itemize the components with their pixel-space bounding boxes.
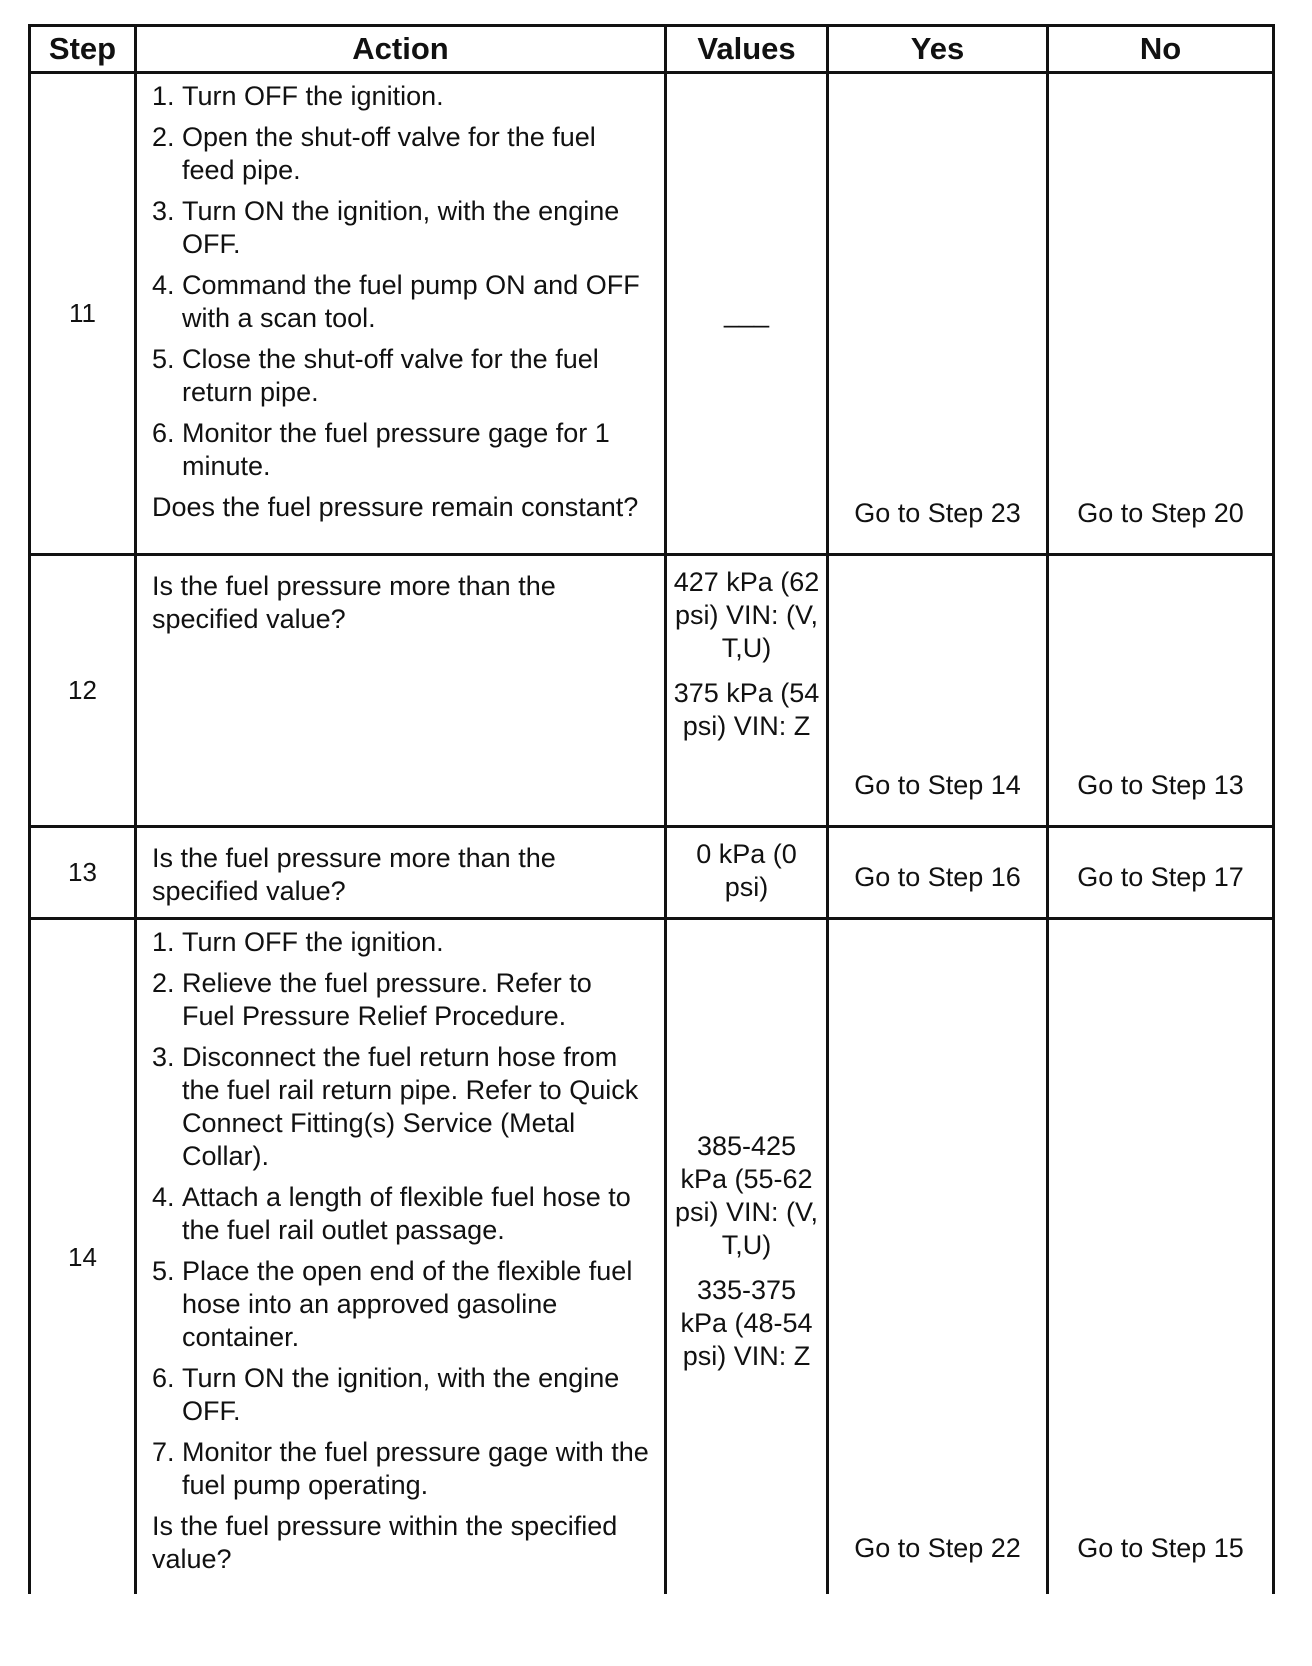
action-item <box>152 1255 650 1354</box>
header-no: No <box>1048 26 1274 73</box>
yes-link[interactable]: Go to Step 22 <box>854 1533 1021 1563</box>
action-cell <box>136 73 666 555</box>
step-number: 14 <box>30 919 136 1595</box>
yes-link[interactable]: Go to Step 23 <box>854 498 1021 528</box>
value-text: 0 kPa (0 psi) <box>696 839 797 902</box>
action-item <box>152 926 650 959</box>
item-text: Disconnect the fuel return hose from the fuel rail return pipe. Refer to Quick Connect Fitting(s) Service (Metal Collar). <box>182 1042 639 1171</box>
action-item <box>152 269 650 335</box>
yes-cell <box>828 73 1048 555</box>
action-item <box>152 1181 650 1247</box>
values-cell <box>666 919 828 1595</box>
item-number: 3. <box>152 1042 175 1072</box>
item-text: Command the fuel pump ON and OFF with a scan tool. <box>182 270 640 333</box>
step-number: 11 <box>30 73 136 555</box>
table-row <box>30 73 1274 555</box>
item-text: Turn ON the ignition, with the engine OFF. <box>182 196 620 259</box>
header-row <box>30 26 1274 73</box>
item-number: 5. <box>152 1256 175 1286</box>
value-text: 385-425 kPa (55-62 psi) VIN: (V, T,U) <box>674 1130 819 1260</box>
item-number: 2. <box>152 122 175 152</box>
header-step: Step <box>30 26 136 73</box>
action-item <box>152 121 650 187</box>
value-text: 335-375 kPa (48-54 psi) VIN: Z <box>680 1274 813 1371</box>
action-item <box>152 80 650 113</box>
value-text: ___ <box>723 298 770 328</box>
action-question: Is the fuel pressure within the specified value? <box>152 1511 618 1574</box>
action-cell <box>136 827 666 919</box>
values-cell <box>666 555 828 827</box>
item-number: 1. <box>152 927 175 957</box>
step-number: 13 <box>30 827 136 919</box>
item-number: 5. <box>152 344 175 374</box>
header-yes: Yes <box>828 26 1048 73</box>
no-cell <box>1048 555 1274 827</box>
no-cell <box>1048 919 1274 1595</box>
step-number: 12 <box>30 555 136 827</box>
table-row <box>30 555 1274 827</box>
diagnostic-table <box>28 24 1275 1594</box>
item-text: Attach a length of flexible fuel hose to the fuel rail outlet passage. <box>182 1182 631 1245</box>
action-item <box>152 1436 650 1502</box>
item-number: 1. <box>152 81 175 111</box>
table-row <box>30 919 1274 1595</box>
action-question: Is the fuel pressure more than the specified value? <box>152 843 556 906</box>
values-cell <box>666 827 828 919</box>
value-text: 375 kPa (54 psi) VIN: Z <box>673 678 820 741</box>
action-question: Does the fuel pressure remain constant? <box>152 492 639 522</box>
table-row <box>30 827 1274 919</box>
action-item <box>152 417 650 483</box>
action-item <box>152 1362 650 1428</box>
no-link[interactable]: Go to Step 15 <box>1077 1533 1244 1563</box>
action-cell <box>136 555 666 827</box>
yes-link[interactable]: Go to Step 16 <box>854 862 1021 892</box>
values-cell <box>666 73 828 555</box>
item-text: Monitor the fuel pressure gage with the fuel pump operating. <box>182 1437 649 1500</box>
yes-cell <box>828 919 1048 1595</box>
item-text: Turn ON the ignition, with the engine OFF. <box>182 1363 620 1426</box>
action-item <box>152 1041 650 1173</box>
value-text: 427 kPa (62 psi) VIN: (V, T,U) <box>673 567 820 663</box>
action-item <box>152 343 650 409</box>
item-number: 3. <box>152 196 175 226</box>
action-question: Is the fuel pressure more than the specified value? <box>152 571 556 634</box>
item-number: 2. <box>152 968 175 998</box>
no-link[interactable]: Go to Step 20 <box>1077 498 1244 528</box>
no-link[interactable]: Go to Step 13 <box>1077 770 1244 800</box>
item-number: 6. <box>152 418 175 448</box>
item-text: Relieve the fuel pressure. Refer to Fuel Pressure Relief Procedure. <box>182 968 592 1031</box>
action-cell <box>136 919 666 1595</box>
action-item <box>152 195 650 261</box>
header-values: Values <box>666 26 828 73</box>
item-number: 6. <box>152 1363 175 1393</box>
item-text: Turn OFF the ignition. <box>182 927 444 957</box>
no-cell <box>1048 827 1274 919</box>
no-cell <box>1048 73 1274 555</box>
item-number: 4. <box>152 270 175 300</box>
action-list <box>152 926 650 1502</box>
yes-link[interactable]: Go to Step 14 <box>854 770 1021 800</box>
action-list <box>152 80 650 483</box>
yes-cell <box>828 555 1048 827</box>
item-text: Place the open end of the flexible fuel hose into an approved gasoline container. <box>182 1256 633 1352</box>
item-text: Turn OFF the ignition. <box>182 81 444 111</box>
action-item <box>152 967 650 1033</box>
item-number: 4. <box>152 1182 175 1212</box>
item-text: Close the shut-off valve for the fuel return pipe. <box>182 344 599 407</box>
item-number: 7. <box>152 1437 175 1467</box>
yes-cell <box>828 827 1048 919</box>
header-action: Action <box>136 26 666 73</box>
no-link[interactable]: Go to Step 17 <box>1077 862 1244 892</box>
item-text: Open the shut-off valve for the fuel feed pipe. <box>182 122 596 185</box>
item-text: Monitor the fuel pressure gage for 1 minute. <box>182 418 610 481</box>
